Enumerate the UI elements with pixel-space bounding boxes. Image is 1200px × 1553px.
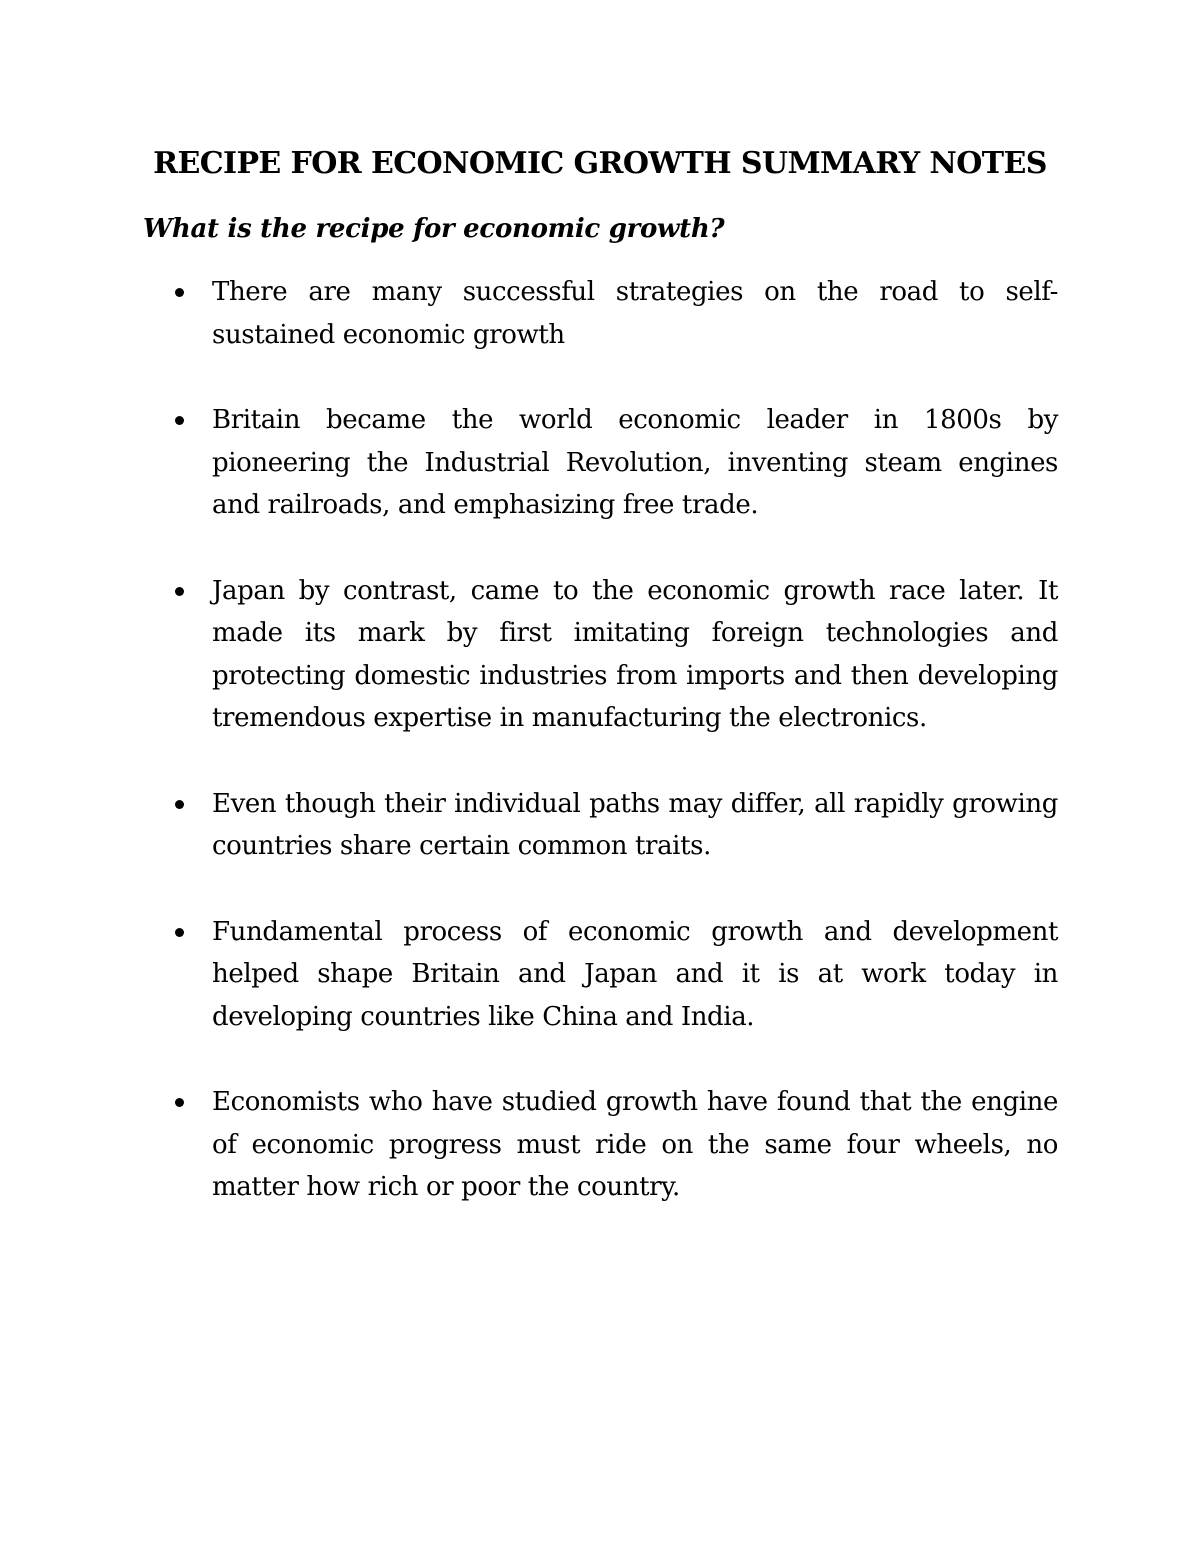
bullet-icon — [175, 800, 184, 809]
section-heading: What is the recipe for economic growth? — [143, 214, 725, 244]
list-item — [170, 271, 1058, 356]
bullet-icon — [175, 928, 184, 937]
list-item — [170, 783, 1058, 868]
list-item — [170, 399, 1058, 527]
bullet-icon — [175, 288, 184, 297]
bullet-icon — [175, 1098, 184, 1107]
list-item — [170, 570, 1058, 740]
list-item — [170, 911, 1058, 1039]
document-title: RECIPE FOR ECONOMIC GROWTH SUMMARY NOTES — [153, 146, 1047, 181]
list-item-text: Economists who have studied growth have found that the engine of economic progress must ride on the same four wheels, no matter how rich or poor the country. — [212, 1087, 1058, 1202]
list-item-text: Britain became the world economic leader in 1800s by pioneering the Industrial Revolution, inventing steam engines and railroads, and emphasizing free trade. — [212, 405, 1058, 520]
bullet-icon — [175, 416, 184, 425]
list-item-text: Fundamental process of economic growth and development helped shape Britain and Japan and it is at work today in developing countries like China and India. — [212, 916, 1058, 1032]
bullet-icon — [175, 587, 184, 596]
list-item-text: There are many successful strategies on the road to self-sustained economic growth — [212, 277, 1058, 350]
list-item-text: Even though their individual paths may differ, all rapidly growing countries share certain common traits. — [212, 788, 1058, 861]
list-item — [170, 1081, 1058, 1209]
list-item-text: Japan by contrast, came to the economic growth race later. It made its mark by first imitating foreign technologies and protecting domestic industries from imports and then developing tremendous expertise in manufacturing the electronics. — [212, 575, 1058, 733]
bullet-list — [170, 271, 1058, 1252]
